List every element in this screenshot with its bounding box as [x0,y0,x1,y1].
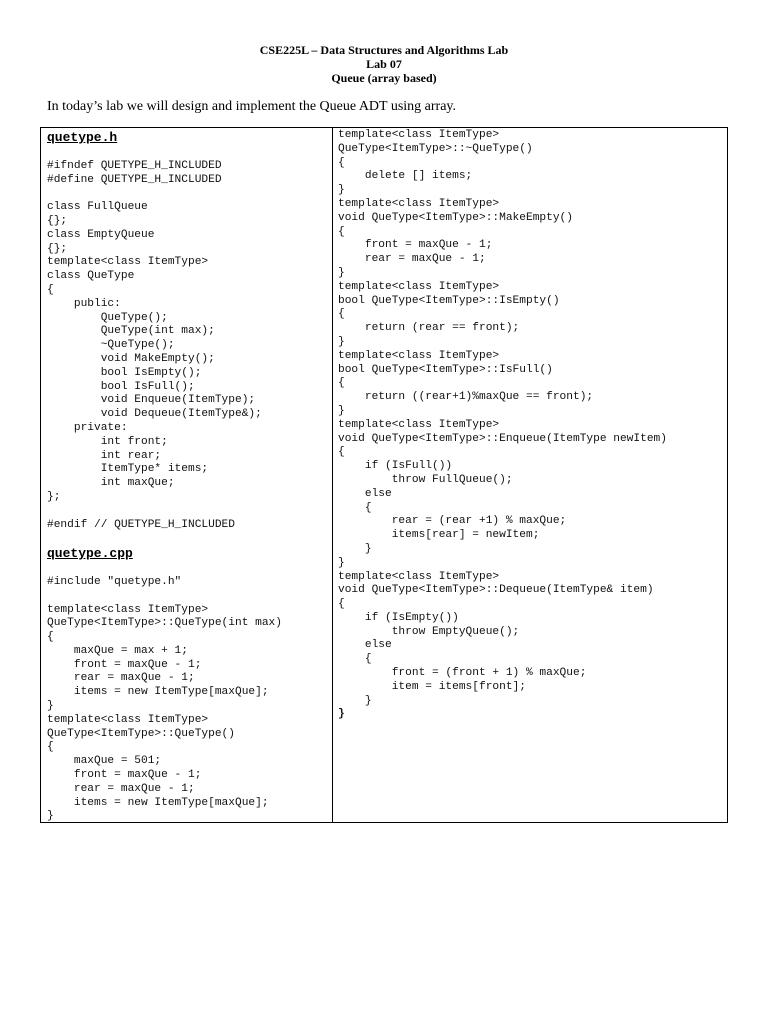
code-line: {}; [47,214,68,227]
code-line: { [338,501,372,514]
code-line: { [338,225,345,238]
code-line: void QueType<ItemType>::MakeEmpty() [338,211,573,224]
code-line: { [47,741,54,754]
code-line: front = maxQue - 1; [338,239,493,252]
code-line: else [338,639,392,652]
code-line: throw FullQueue(); [338,473,513,486]
lab-topic: Queue (array based) [331,71,437,85]
code-line: bool IsFull(); [47,380,195,393]
code-line: front = maxQue - 1; [47,658,202,671]
code-line: } [338,694,372,707]
code-line: template<class ItemType> [338,418,500,431]
code-line: { [338,156,345,169]
code-line [47,562,329,576]
code-line: template<class ItemType> [338,570,500,583]
code-line: if (IsFull()) [338,460,453,473]
code-line: template<class ItemType> [338,280,500,293]
left-code-column [47,130,329,824]
code-line: int front; [47,435,168,448]
code-line: items = new ItemType[maxQue]; [47,796,269,809]
code-line: #define QUETYPE_H_INCLUDED [47,173,222,186]
code-line: front = maxQue - 1; [47,769,202,782]
code-line: } [338,556,345,569]
code-line: QueType<ItemType>::QueType(int max) [47,617,282,630]
code-line: void QueType<ItemType>::Dequeue(ItemType& item) [338,584,654,597]
code-line: } [47,700,54,713]
code-line [47,187,329,201]
code-line: { [338,377,345,390]
code-line: { [47,631,54,644]
code-line: { [338,653,372,666]
code-line [47,590,329,604]
code-line: front = (front + 1) % maxQue; [338,667,587,680]
code-line: } [338,184,345,197]
column-divider [332,128,333,822]
code-line: QueType<ItemType>::~QueType() [338,142,533,155]
code-line: private: [47,421,128,434]
code-line [47,532,329,546]
code-table [40,127,728,823]
code-line: rear = maxQue - 1; [338,253,486,266]
code-line: return (rear == front); [338,322,520,335]
code-line: else [338,487,392,500]
code-line: template<class ItemType> [338,129,500,141]
code-line: items[rear] = newItem; [338,529,540,542]
code-line: } [338,404,345,417]
code-line [47,146,329,160]
code-line: template<class ItemType> [47,256,209,269]
code-line: template<class ItemType> [47,603,209,616]
code-line: } [338,335,345,348]
code-line: return ((rear+1)%maxQue == front); [338,391,594,404]
code-line: { [338,308,345,321]
code-line: if (IsEmpty()) [338,611,459,624]
code-line: bool QueType<ItemType>::IsEmpty() [338,294,560,307]
code-line: #include "quetype.h" [47,575,182,588]
code-line: template<class ItemType> [338,197,500,210]
code-line [47,505,329,519]
code-line: throw EmptyQueue(); [338,625,520,638]
code-line: #ifndef QUETYPE_H_INCLUDED [47,159,222,172]
code-line: class FullQueue [47,201,148,214]
code-line: {}; [47,242,68,255]
code-line: void QueType<ItemType>::Enqueue(ItemType newItem) [338,432,667,445]
code-line: } [338,542,372,555]
code-line: rear = maxQue - 1; [47,782,195,795]
code-line: void Dequeue(ItemType&); [47,408,262,421]
code-line: class EmptyQueue [47,228,155,241]
code-line: QueType<ItemType>::QueType() [47,727,235,740]
code-line: ItemType* items; [47,463,209,476]
code-line: template<class ItemType> [47,713,209,726]
code-line: } [338,708,345,721]
code-line: item = items[front]; [338,680,526,693]
code-line: ~QueType(); [47,339,175,352]
code-line: #endif // QUETYPE_H_INCLUDED [47,518,235,531]
code-line: template<class ItemType> [338,349,500,362]
code-line: bool IsEmpty(); [47,366,202,379]
code-line: QueType(); [47,311,168,324]
lab-number: Lab 07 [366,57,402,71]
intro-paragraph: In today’s lab we will design and implement the Queue ADT using array. [47,99,457,114]
code-line: class QueType [47,270,135,283]
code-line: rear = maxQue - 1; [47,672,195,685]
code-line: maxQue = 501; [47,755,162,768]
code-line: maxQue = max + 1; [47,644,188,657]
code-line: void Enqueue(ItemType); [47,394,256,407]
code-line: QueType(int max); [47,325,215,338]
code-line: { [338,598,345,611]
code-line: void MakeEmpty(); [47,352,215,365]
code-line: } [338,266,345,279]
code-line: { [47,283,54,296]
code-line: items = new ItemType[maxQue]; [47,686,269,699]
code-line: { [338,446,345,459]
right-code-column [338,129,724,722]
code-line: int rear; [47,449,162,462]
code-line: bool QueType<ItemType>::IsFull() [338,363,553,376]
code-line: rear = (rear +1) % maxQue; [338,515,567,528]
code-line: delete [] items; [338,170,473,183]
file-heading: quetype.cpp [47,546,133,562]
document-header [0,43,768,85]
code-line: } [47,810,54,823]
file-heading: quetype.h [47,130,118,145]
course-title: CSE225L – Data Structures and Algorithms Lab [259,43,509,57]
code-line: }; [47,490,61,503]
code-line: public: [47,297,121,310]
code-line: int maxQue; [47,477,175,490]
